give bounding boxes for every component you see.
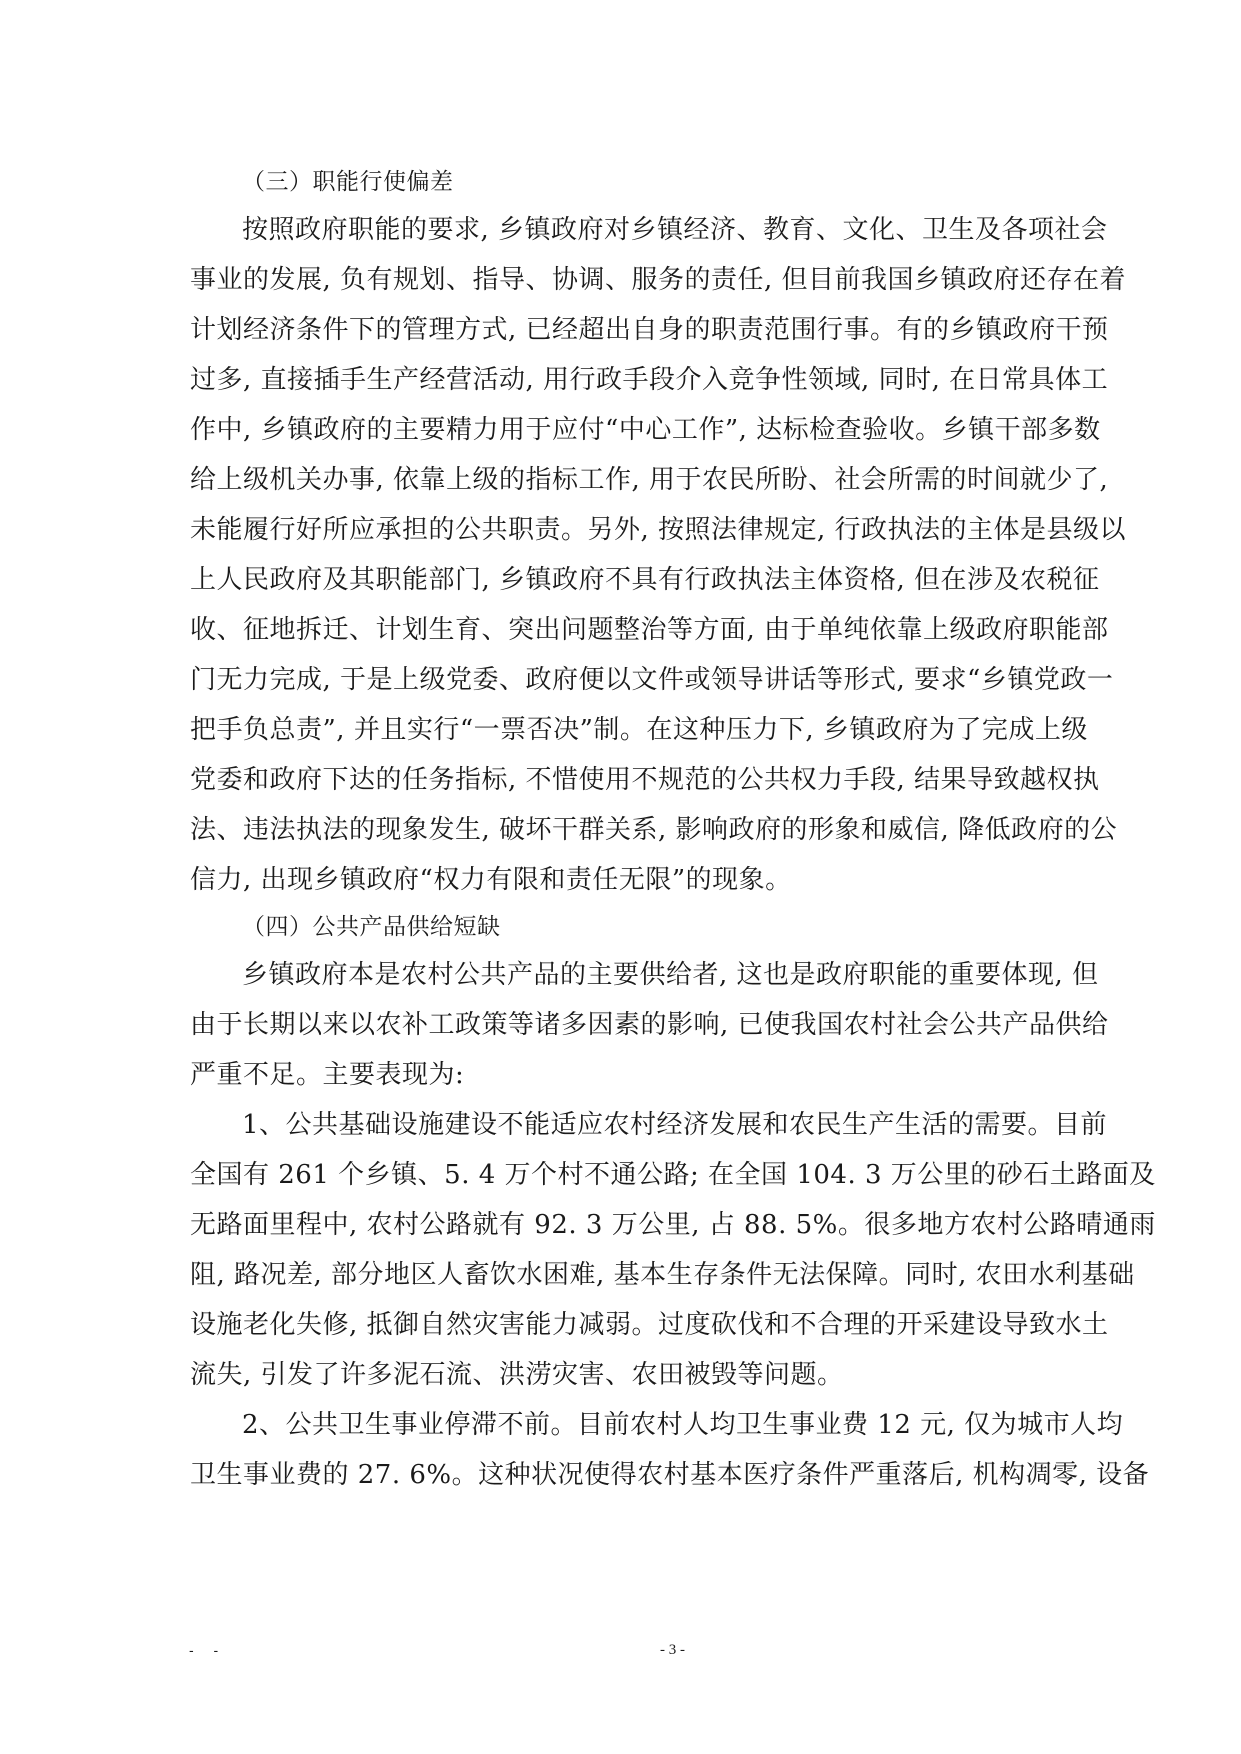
- list-item-line: 阻, 路况差, 部分地区人畜饮水困难, 基本生存条件无法保障。同时, 农田水利基础: [190, 1260, 1135, 1290]
- paragraph-line: 法、违法执法的现象发生, 破坏干群关系, 影响政府的形象和威信, 降低政府的公: [190, 815, 1118, 845]
- paragraph-line: 把手负总责”, 并且实行“一票否决”制。在这种压力下, 乡镇政府为了完成上级: [190, 715, 1088, 745]
- paragraph-line: 严重不足。主要表现为:: [190, 1060, 465, 1090]
- page-number: - 3 -: [660, 1642, 685, 1658]
- list-item-line: 全国有 261 个乡镇、5. 4 万个村不通公路; 在全国 104. 3 万公里的砂石土路面及: [190, 1160, 1156, 1190]
- paragraph-line: 按照政府职能的要求, 乡镇政府对乡镇经济、教育、文化、卫生及各项社会: [242, 215, 1108, 245]
- paragraph-line: 门无力完成, 于是上级党委、政府便以文件或领导讲话等形式, 要求“乡镇党政一: [190, 665, 1114, 695]
- section-heading-4: （四）公共产品供给短缺: [242, 914, 501, 940]
- paragraph-line: 由于长期以来以农补工政策等诸多因素的影响, 已使我国农村社会公共产品供给: [190, 1010, 1109, 1040]
- paragraph-line: 给上级机关办事, 依靠上级的指标工作, 用于农民所盼、社会所需的时间就少了,: [190, 465, 1109, 495]
- list-item-line: 无路面里程中, 农村公路就有 92. 3 万公里, 占 88. 5%。很多地方农村公路晴通雨: [190, 1210, 1156, 1240]
- list-item-line: 流失, 引发了许多泥石流、洪涝灾害、农田被毁等问题。: [190, 1360, 844, 1390]
- paragraph-line: 信力, 出现乡镇政府“权力有限和责任无限”的现象。: [190, 865, 792, 895]
- list-item-line: 1、公共基础设施建设不能适应农村经济发展和农民生产生活的需要。目前: [242, 1110, 1108, 1140]
- paragraph-line: 乡镇政府本是农村公共产品的主要供给者, 这也是政府职能的重要体现, 但: [242, 960, 1099, 990]
- paragraph-line: 过多, 直接插手生产经营活动, 用行政手段介入竞争性领域, 同时, 在日常具体工: [190, 365, 1109, 395]
- document-body: [190, 160, 1156, 1500]
- paragraph-line: 党委和政府下达的任务指标, 不惜使用不规范的公共权力手段, 结果导致越权执: [190, 765, 1100, 795]
- paragraph-line: 作中, 乡镇政府的主要精力用于应付“中心工作”, 达标检查验收。乡镇干部多数: [190, 415, 1101, 445]
- list-item-line: 卫生事业费的 27. 6%。这种状况使得农村基本医疗条件严重落后, 机构凋零, 设备: [190, 1460, 1150, 1490]
- paragraph-line: 上人民政府及其职能部门, 乡镇政府不具有行政执法主体资格, 但在涉及农税征: [190, 565, 1100, 595]
- section-heading-3: （三）职能行使偏差: [242, 169, 454, 195]
- paragraph-line: 未能履行好所应承担的公共职责。另外, 按照法律规定, 行政执法的主体是县级以: [190, 515, 1127, 545]
- list-item-line: 2、公共卫生事业停滞不前。目前农村人均卫生事业费 12 元, 仅为城市人均: [242, 1410, 1124, 1440]
- paragraph-line: 计划经济条件下的管理方式, 已经超出自身的职责范围行事。有的乡镇政府干预: [190, 315, 1109, 345]
- footer-left-mark: - -: [189, 1642, 227, 1658]
- list-item-line: 设施老化失修, 抵御自然灾害能力减弱。过度砍伐和不合理的开采建设导致水土: [190, 1310, 1109, 1340]
- paragraph-line: 收、征地拆迁、计划生育、突出问题整治等方面, 由于单纯依靠上级政府职能部: [190, 615, 1109, 645]
- paragraph-line: 事业的发展, 负有规划、指导、协调、服务的责任, 但目前我国乡镇政府还存在着: [190, 265, 1127, 295]
